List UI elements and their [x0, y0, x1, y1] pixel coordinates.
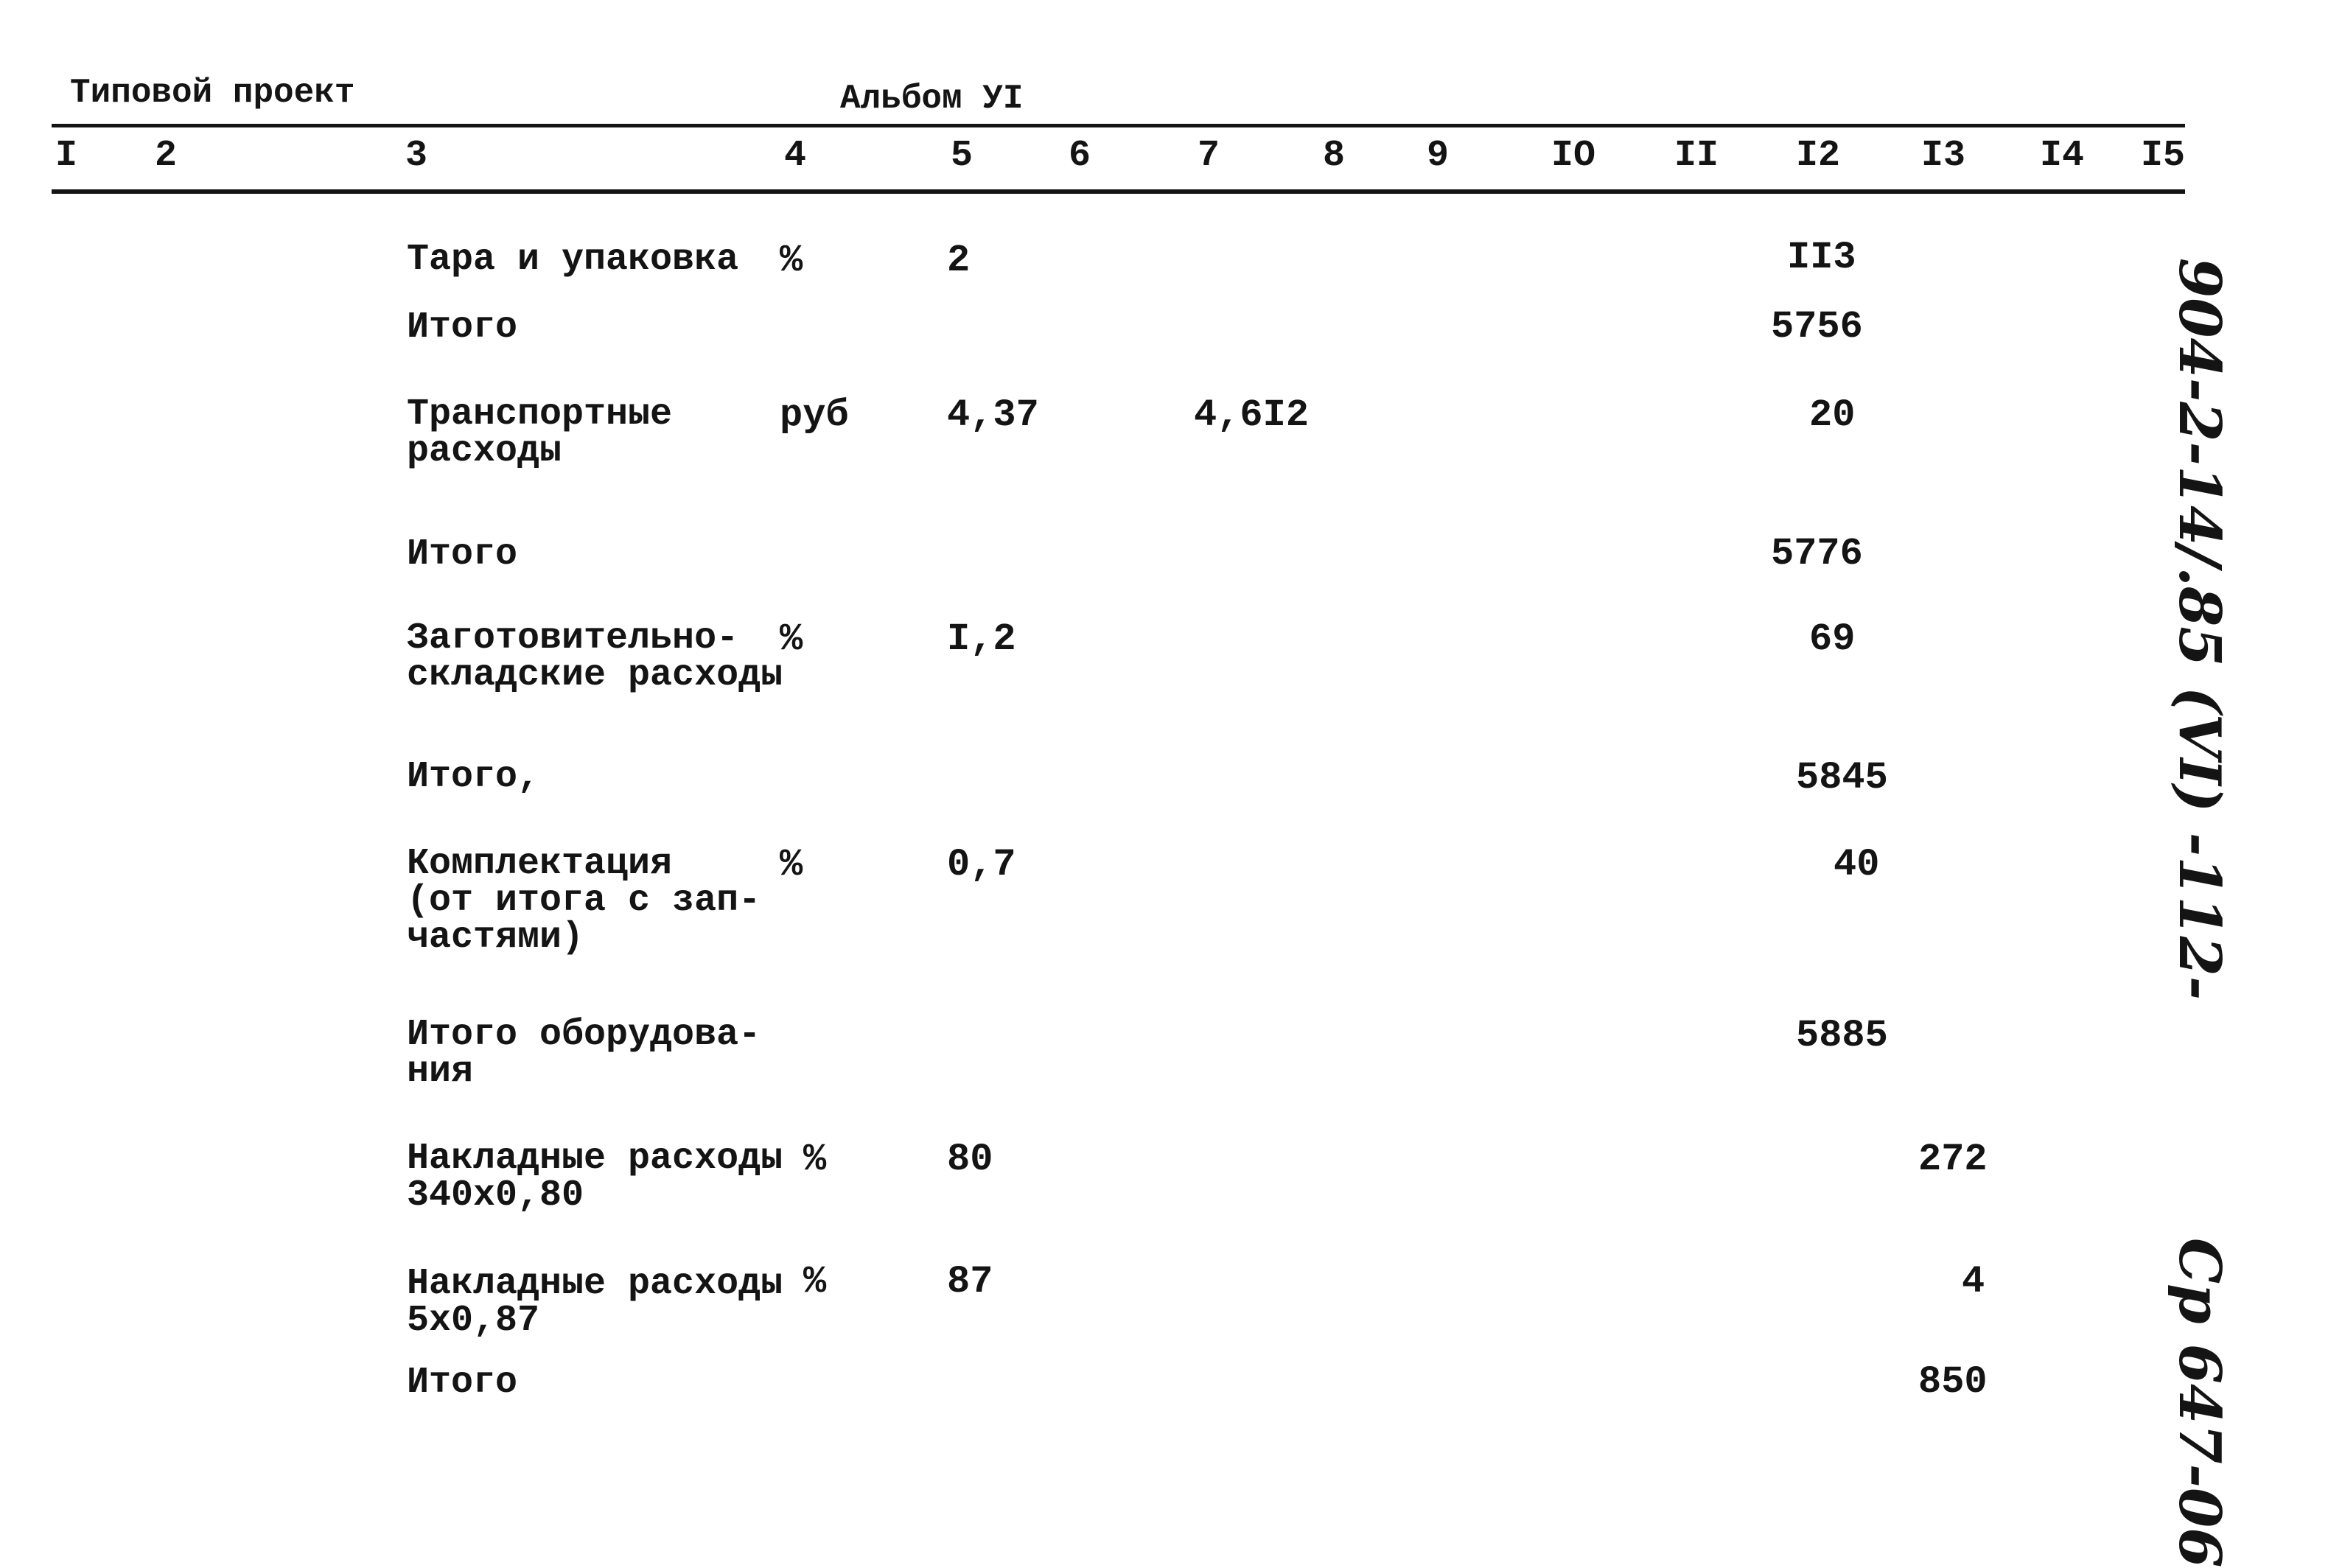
row-unit: руб: [780, 393, 849, 437]
row-description: [407, 393, 673, 472]
col-6: 6: [1069, 135, 1091, 177]
row-description: [407, 843, 761, 959]
description-line: расходы: [407, 430, 562, 472]
row-description: [407, 533, 518, 575]
col-10: IO: [1551, 135, 1596, 177]
col-5: 5: [951, 135, 973, 177]
col-8: 8: [1323, 135, 1346, 177]
row-col12-value: 40: [1834, 843, 1880, 886]
col-14: I4: [2040, 135, 2085, 177]
description-line: Транспортные: [407, 393, 673, 435]
description-line: Итого: [407, 307, 518, 349]
col-1: I: [55, 135, 78, 177]
description-line: Заготовительно-: [407, 617, 739, 659]
header-top-rule: [52, 124, 2185, 127]
description-line: (от итога с зап-: [407, 880, 761, 922]
col-13: I3: [1921, 135, 1966, 177]
col-9: 9: [1427, 135, 1450, 177]
row-description: [407, 1263, 783, 1342]
row-col7-value: 4,6I2: [1194, 393, 1310, 437]
row-col5-value: 80: [947, 1138, 993, 1181]
row-col13-value: 272: [1918, 1138, 1988, 1181]
description-line: ния: [407, 1051, 474, 1093]
description-line: 5x0,87: [407, 1300, 540, 1342]
col-4: 4: [784, 135, 807, 177]
row-description: [407, 756, 540, 798]
row-col13-value: 850: [1918, 1360, 1988, 1404]
description-line: Итого: [407, 533, 518, 575]
col-12: I2: [1796, 135, 1841, 177]
col-11: II: [1674, 135, 1719, 177]
row-col12-value: 5885: [1796, 1014, 1888, 1057]
description-line: Комплектация: [407, 843, 673, 885]
album-label: Альбом УI: [840, 80, 1024, 118]
row-col5-value: I,2: [947, 617, 1016, 661]
row-unit: %: [780, 617, 803, 661]
row-col5-value: 2: [947, 239, 971, 282]
document-code-note: 904-2-14/.85 (VI) -112-: [2166, 258, 2233, 1001]
description-line: 340x0,80: [407, 1175, 584, 1217]
description-line: Итого,: [407, 756, 540, 798]
description-line: Накладные расходы: [407, 1263, 783, 1305]
description-line: складские расходы: [407, 654, 783, 696]
row-description: [407, 1014, 761, 1093]
description-line: Накладные расходы: [407, 1138, 783, 1180]
description-line: частями): [407, 917, 584, 959]
row-col12-value: II3: [1787, 236, 1856, 279]
row-description: [407, 307, 518, 349]
row-col5-value: 87: [947, 1260, 993, 1303]
header-bottom-rule: [52, 189, 2185, 194]
row-col5-value: 0,7: [947, 843, 1016, 886]
row-unit: %: [780, 239, 803, 282]
project-label: Типовой проект: [70, 74, 355, 112]
row-col13-value: 4: [1962, 1260, 1985, 1303]
col-15: I5: [2141, 135, 2186, 177]
row-unit: %: [780, 843, 803, 886]
row-col12-value: 5776: [1771, 532, 1863, 575]
col-7: 7: [1198, 135, 1220, 177]
row-description: [407, 617, 783, 696]
row-description: [407, 239, 739, 281]
col-3: 3: [405, 135, 428, 177]
row-col12-value: 5845: [1796, 756, 1888, 799]
row-description: [407, 1362, 518, 1404]
col-2: 2: [155, 135, 178, 177]
sheet-code-note: Ср 647-06: [2166, 1238, 2233, 1568]
description-line: Итого оборудова-: [407, 1014, 761, 1056]
row-description: [407, 1138, 783, 1217]
description-line: Тара и упаковка: [407, 239, 739, 281]
row-col12-value: 69: [1809, 617, 1856, 661]
description-line: Итого: [407, 1362, 518, 1404]
row-unit: %: [803, 1138, 827, 1181]
row-col12-value: 20: [1809, 393, 1856, 437]
row-col5-value: 4,37: [947, 393, 1039, 437]
row-col12-value: 5756: [1771, 305, 1863, 349]
row-unit: %: [803, 1260, 827, 1303]
